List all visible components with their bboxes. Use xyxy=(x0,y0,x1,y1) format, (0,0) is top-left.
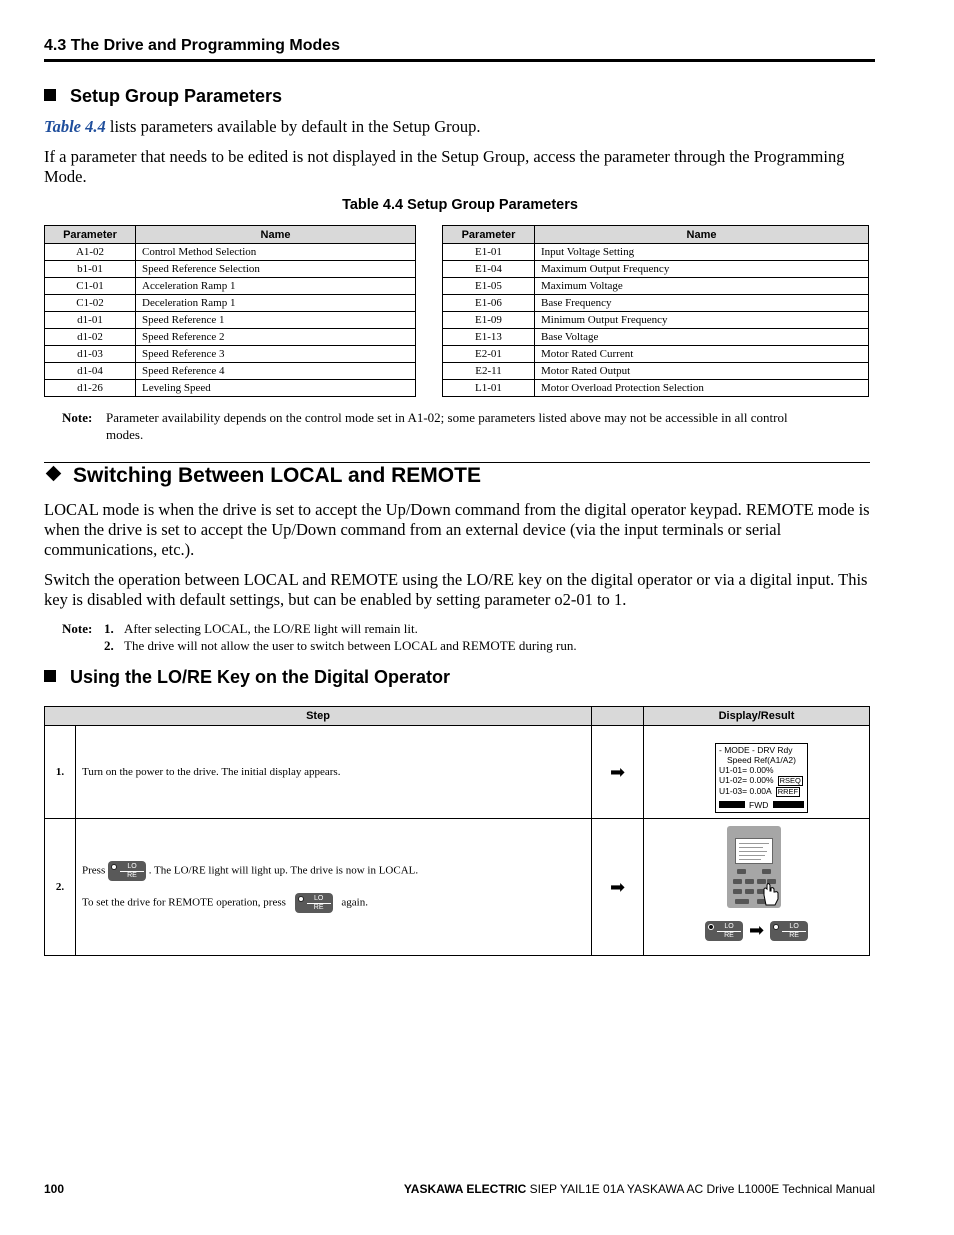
name-cell: Motor Rated Current xyxy=(535,346,869,363)
step-number: 2. xyxy=(45,819,76,956)
table-row xyxy=(45,244,416,261)
lcd-line: Speed Ref(A1/A2) xyxy=(727,755,796,765)
step-text: Turn on the power to the drive. The initial display appears. xyxy=(76,726,592,819)
setup-heading-text: Setup Group Parameters xyxy=(70,86,283,106)
table-header-row xyxy=(45,707,870,726)
display-result-cell xyxy=(644,726,870,819)
table-header-row xyxy=(45,226,416,244)
parameter-cell: E1-04 xyxy=(443,261,535,278)
lcd-line: U1-03= 0.00A xyxy=(719,786,772,796)
setup-table-right xyxy=(442,225,869,397)
col-step: Step xyxy=(45,707,592,726)
table-row xyxy=(443,329,869,346)
lcd-line: U1-02= 0.00% xyxy=(719,775,774,785)
parameter-cell: b1-01 xyxy=(45,261,136,278)
table-row xyxy=(443,312,869,329)
parameter-cell: E1-13 xyxy=(443,329,535,346)
parameter-cell: E2-11 xyxy=(443,363,535,380)
name-cell: Base Frequency xyxy=(535,295,869,312)
col-parameter: Parameter xyxy=(443,226,535,244)
lo-re-key-icon: LO RE xyxy=(108,861,146,881)
table-row xyxy=(443,380,869,397)
table-row xyxy=(45,329,416,346)
name-cell: Deceleration Ramp 1 xyxy=(136,295,416,312)
local-remote-para2: Switch the operation between LOCAL and REMOTE using the LO/RE key on the digital operator or via a digital input. This key is disabled with default settings, but can be enabled by setting parameter o2-01 to 1. xyxy=(44,570,868,609)
parameter-cell: d1-04 xyxy=(45,363,136,380)
square-bullet-icon xyxy=(44,89,56,101)
local-remote-heading xyxy=(44,464,481,488)
table-row xyxy=(443,346,869,363)
setup-table-left xyxy=(44,225,416,397)
digital-operator-illustration xyxy=(727,826,781,908)
note-text: The drive will not allow the user to switch between LOCAL and REMOTE during run. xyxy=(124,638,577,653)
table-header-row xyxy=(443,226,869,244)
parameter-cell: L1-01 xyxy=(443,380,535,397)
table-row xyxy=(45,278,416,295)
name-cell: Motor Rated Output xyxy=(535,363,869,380)
step-text: Press LO RE . The LO/RE light will light up. The drive is now in LOCAL. To set the drive for REMOTE operation, press LO RE again. xyxy=(76,819,592,956)
table-row xyxy=(45,261,416,278)
name-cell: Speed Reference Selection xyxy=(136,261,416,278)
name-cell: Motor Overload Protection Selection xyxy=(535,380,869,397)
parameter-cell: d1-03 xyxy=(45,346,136,363)
setup-intro-text: lists parameters available by default in the Setup Group. xyxy=(105,117,481,136)
table-caption: Table 4.4 Setup Group Parameters xyxy=(342,197,578,213)
divider xyxy=(44,462,870,463)
table-row xyxy=(443,363,869,380)
parameter-cell: C1-02 xyxy=(45,295,136,312)
col-name: Name xyxy=(136,226,416,244)
table-4-4-link[interactable]: Table 4.4 xyxy=(44,117,106,136)
parameter-cell: E1-05 xyxy=(443,278,535,295)
col-display-result: Display/Result xyxy=(644,707,870,726)
local-remote-para1: LOCAL mode is when the drive is set to accept the Up/Down command from the digital operator keypad. REMOTE mode is when the drive is set to accept the Up/Down command from an external device (via the input terminals or serial communications, etc.). xyxy=(44,500,870,559)
setup-note xyxy=(62,409,822,443)
lo-re-key-icon: LO RE xyxy=(295,893,333,913)
lcd-display xyxy=(715,743,808,813)
parameter-cell: A1-02 xyxy=(45,244,136,261)
table-row xyxy=(45,363,416,380)
lcd-line: U1-01= 0.00% xyxy=(719,765,774,775)
name-cell: Speed Reference 1 xyxy=(136,312,416,329)
section-header xyxy=(44,37,875,62)
parameter-cell: d1-26 xyxy=(45,380,136,397)
lore-key-heading-text: Using the LO/RE Key on the Digital Operator xyxy=(70,667,451,687)
lo-re-key-lit-icon: LO RE xyxy=(705,921,743,941)
note-text: Parameter availability depends on the control mode set in A1-02; some parameters listed above may not be accessible in all control modes. xyxy=(106,410,788,442)
table-row xyxy=(443,261,869,278)
table-row xyxy=(45,295,416,312)
col-parameter: Parameter xyxy=(45,226,136,244)
parameter-cell: E2-01 xyxy=(443,346,535,363)
name-cell: Base Voltage xyxy=(535,329,869,346)
name-cell: Acceleration Ramp 1 xyxy=(136,278,416,295)
setup-para2: If a parameter that needs to be edited is not displayed in the Setup Group, access the parameter through the Programming Mode. xyxy=(44,147,845,186)
right-arrow-icon: ➡ xyxy=(609,876,626,898)
setup-intro xyxy=(44,117,874,137)
lcd-tag: RREF xyxy=(777,787,799,796)
footer-brand: YASKAWA ELECTRIC xyxy=(403,1182,527,1196)
name-cell: Control Method Selection xyxy=(136,244,416,261)
table-row xyxy=(443,278,869,295)
table-row xyxy=(45,380,416,397)
col-name: Name xyxy=(535,226,869,244)
name-cell: Speed Reference 3 xyxy=(136,346,416,363)
parameter-cell: d1-02 xyxy=(45,329,136,346)
diamond-bullet-icon xyxy=(46,466,62,482)
right-arrow-icon: ➡ xyxy=(749,920,765,941)
name-cell: Speed Reference 4 xyxy=(136,363,416,380)
parameter-cell: E1-06 xyxy=(443,295,535,312)
display-result-cell xyxy=(644,819,870,956)
name-cell: Maximum Voltage xyxy=(535,278,869,295)
lcd-tag: RSEQ xyxy=(779,776,801,785)
table-row xyxy=(45,346,416,363)
right-arrow-icon: ➡ xyxy=(609,761,626,783)
page-number: 100 xyxy=(44,1182,65,1196)
footer-manual-text: SIEP YAIL1E 01A YASKAWA AC Drive L1000E Technical Manual xyxy=(526,1182,875,1196)
lcd-fwd: FWD xyxy=(749,800,769,810)
table-row xyxy=(443,244,869,261)
parameter-cell: d1-01 xyxy=(45,312,136,329)
step-row xyxy=(45,726,870,819)
note-num: 2. xyxy=(104,638,114,653)
local-remote-heading-text: Switching Between LOCAL and REMOTE xyxy=(73,464,481,487)
local-remote-notes xyxy=(62,620,577,654)
note-num: 1. xyxy=(104,621,114,636)
step-row xyxy=(45,819,870,956)
table-row xyxy=(443,295,869,312)
parameter-cell: E1-01 xyxy=(443,244,535,261)
name-cell: Leveling Speed xyxy=(136,380,416,397)
footer-manual xyxy=(404,1182,875,1196)
note-label: Note: xyxy=(62,621,93,636)
parameter-cell: C1-01 xyxy=(45,278,136,295)
lore-key-heading xyxy=(44,667,450,688)
name-cell: Minimum Output Frequency xyxy=(535,312,869,329)
lo-re-key-icon: LO RE xyxy=(770,921,808,941)
step-number: 1. xyxy=(45,726,76,819)
name-cell: Input Voltage Setting xyxy=(535,244,869,261)
hand-pointer-icon xyxy=(761,881,781,907)
table-row xyxy=(45,312,416,329)
lore-transition xyxy=(705,920,808,941)
lcd-line: - MODE - DRV Rdy xyxy=(719,745,793,755)
square-bullet-icon xyxy=(44,670,56,682)
note-text: After selecting LOCAL, the LO/RE light will remain lit. xyxy=(124,621,418,636)
lore-steps-table xyxy=(44,706,870,956)
setup-heading xyxy=(44,86,282,107)
name-cell: Speed Reference 2 xyxy=(136,329,416,346)
parameter-cell: E1-09 xyxy=(443,312,535,329)
section-title: 4.3 The Drive and Programming Modes xyxy=(44,37,341,54)
name-cell: Maximum Output Frequency xyxy=(535,261,869,278)
note-label: Note: xyxy=(62,410,93,425)
